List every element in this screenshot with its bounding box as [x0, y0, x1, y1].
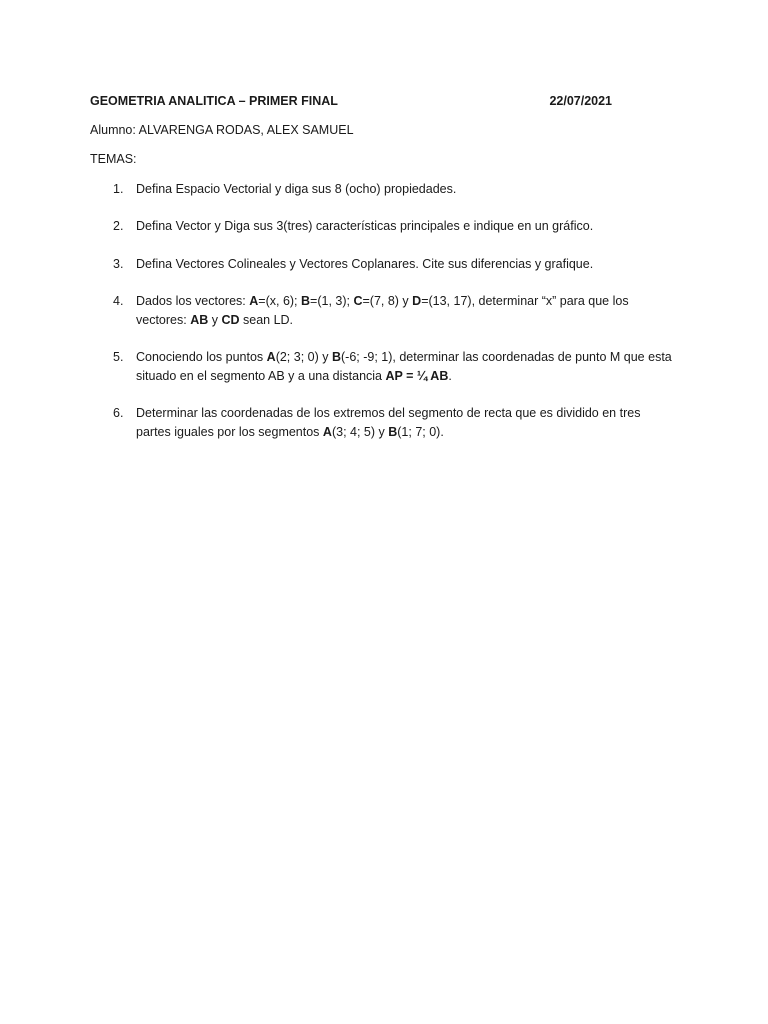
question-number: 6. — [113, 406, 124, 420]
question-text: Determinar las coordenadas de los extremos del segmento de recta que es dividido en tres partes iguales por los segmentos A(3; 4; 5) y B(1; 7; 0). — [136, 406, 641, 439]
question-3 — [113, 255, 673, 274]
question-number: 2. — [113, 219, 124, 233]
question-1 — [113, 180, 673, 199]
question-number: 5. — [113, 350, 124, 364]
question-text: Defina Vector y Diga sus 3(tres) características principales e indique en un gráfico. — [136, 219, 594, 233]
question-5 — [113, 348, 673, 386]
question-text: Defina Vectores Colineales y Vectores Coplanares. Cite sus diferencias y grafique. — [136, 257, 594, 271]
question-2 — [113, 217, 673, 236]
topics-label: TEMAS: — [90, 152, 137, 166]
question-text: Dados los vectores: A=(x, 6); B=(1, 3); C=(7, 8) y D=(13, 17), determinar “x” para que los vectores: AB y CD sean LD. — [136, 294, 629, 327]
question-text: Defina Espacio Vectorial y diga sus 8 (ocho) propiedades. — [136, 182, 457, 196]
exam-title: GEOMETRIA ANALITICA – PRIMER FINAL — [90, 94, 338, 108]
question-number: 1. — [113, 182, 124, 196]
exam-date: 22/07/2021 — [549, 94, 612, 108]
question-6 — [113, 404, 673, 442]
student-name: Alumno: ALVARENGA RODAS, ALEX SAMUEL — [90, 123, 354, 137]
question-number: 3. — [113, 257, 124, 271]
question-text: Conociendo los puntos A(2; 3; 0) y B(-6; -9; 1), determinar las coordenadas de punto M que esta situado en el segmento AB y a una distancia AP = ¼ AB. — [136, 350, 672, 383]
exam-header — [90, 94, 612, 110]
question-4 — [113, 292, 673, 330]
question-number: 4. — [113, 294, 124, 308]
